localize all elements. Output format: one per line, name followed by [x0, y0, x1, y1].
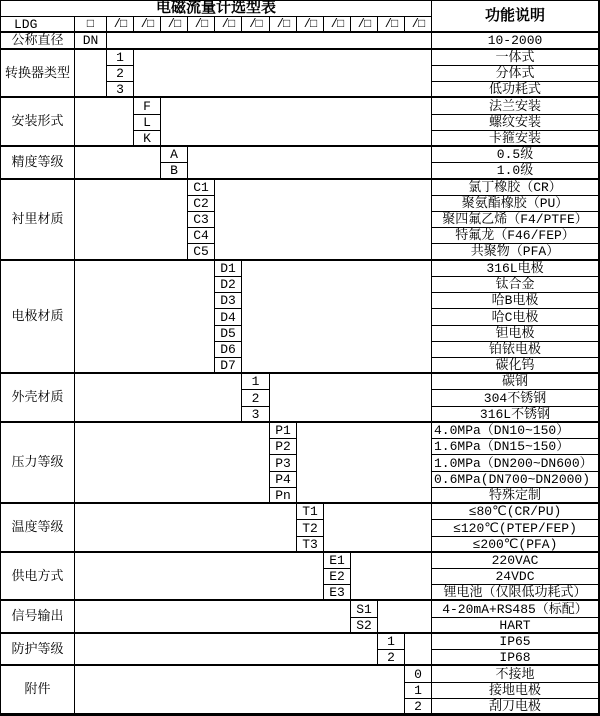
desc-cell: 氯丁橡胶（CR） — [432, 180, 599, 196]
code-cell: D7 — [215, 358, 242, 374]
empty-region-right — [134, 50, 432, 98]
section-label: 防护等级 — [1, 634, 75, 666]
code-cell: C5 — [188, 244, 215, 261]
empty-region-left — [75, 261, 215, 374]
empty-region-right — [161, 98, 432, 147]
empty-region-left — [75, 180, 188, 261]
desc-cell: 分体式 — [432, 66, 599, 82]
code-cell: D2 — [215, 277, 242, 293]
empty-region-right — [270, 374, 432, 423]
empty-region-left — [75, 634, 378, 666]
code-cell: K — [134, 131, 161, 147]
desc-cell: 不接地 — [432, 666, 599, 683]
function-column-header: 功能说明 — [432, 1, 599, 33]
code-cell: L — [134, 115, 161, 131]
desc-cell: HART — [432, 618, 599, 634]
desc-cell: 316L不锈钢 — [432, 407, 599, 423]
empty-region-left — [75, 147, 161, 180]
code-cell: 3 — [107, 82, 134, 98]
section-label: 压力等级 — [1, 423, 75, 504]
desc-cell: 聚氨酯橡胶（PU） — [432, 196, 599, 212]
code-cell: D4 — [215, 309, 242, 326]
model-slot-box: /□ — [188, 17, 215, 33]
desc-cell: 碳化钨 — [432, 358, 599, 374]
desc-cell: IP65 — [432, 634, 599, 650]
section-label: 精度等级 — [1, 147, 75, 180]
model-slot-box: /□ — [242, 17, 270, 33]
code-cell: T2 — [297, 520, 324, 537]
desc-cell: 4.0MPa（DN10~150） — [432, 423, 599, 439]
desc-cell: 220VAC — [432, 553, 599, 569]
empty-region-right — [215, 180, 432, 261]
desc-cell: IP68 — [432, 650, 599, 666]
model-slot-box: /□ — [351, 17, 378, 33]
empty-region-left — [75, 601, 351, 634]
model-prefix: LDG — [1, 17, 75, 33]
section-label: 电极材质 — [1, 261, 75, 374]
empty-region-right — [242, 261, 432, 374]
table-title: 电磁流量计选型表 — [1, 1, 432, 17]
code-cell: P2 — [270, 439, 297, 455]
desc-cell: 特殊定制 — [432, 488, 599, 504]
model-slot-box: /□ — [378, 17, 405, 33]
desc-cell: 10-2000 — [432, 33, 599, 50]
empty-region-left — [75, 98, 134, 147]
code-cell: 3 — [242, 407, 270, 423]
model-slot-box: /□ — [270, 17, 297, 33]
desc-cell: 螺纹安装 — [432, 115, 599, 131]
code-cell: T3 — [297, 537, 324, 553]
model-code-box: □ — [75, 17, 107, 33]
code-cell: F — [134, 98, 161, 115]
empty-region-right — [107, 33, 432, 50]
code-cell: 2 — [107, 66, 134, 82]
code-cell: C1 — [188, 180, 215, 196]
model-slot-box: /□ — [324, 17, 351, 33]
empty-region-right — [297, 423, 432, 504]
code-cell: T1 — [297, 504, 324, 520]
desc-cell: 碳钢 — [432, 374, 599, 390]
code-cell: S1 — [351, 601, 378, 618]
code-cell: A — [161, 147, 188, 163]
desc-cell: 刮刀电极 — [432, 699, 599, 715]
empty-region-left — [75, 423, 270, 504]
desc-cell: 304不锈钢 — [432, 390, 599, 407]
code-cell: C2 — [188, 196, 215, 212]
code-cell: D3 — [215, 293, 242, 309]
code-cell: D1 — [215, 261, 242, 277]
code-cell: P4 — [270, 472, 297, 488]
code-cell: P3 — [270, 455, 297, 472]
code-cell: E1 — [324, 553, 351, 569]
desc-cell: 聚四氟乙烯（F4/PTFE） — [432, 212, 599, 228]
code-cell: D6 — [215, 342, 242, 358]
model-slot-box: /□ — [134, 17, 161, 33]
section-label: 信号输出 — [1, 601, 75, 634]
empty-region-right — [324, 504, 432, 553]
desc-cell: 0.6MPa(DN700~DN2000) — [432, 472, 599, 488]
model-slot-box: /□ — [107, 17, 134, 33]
desc-cell: 一体式 — [432, 50, 599, 66]
model-slot-box: /□ — [405, 17, 432, 33]
code-cell: C4 — [188, 228, 215, 244]
empty-region-left — [75, 374, 242, 423]
section-label: 安装形式 — [1, 98, 75, 147]
model-slot-box: /□ — [215, 17, 242, 33]
section-label: 温度等级 — [1, 504, 75, 553]
code-cell: 0 — [405, 666, 432, 683]
code-cell: S2 — [351, 618, 378, 634]
section-label: 供电方式 — [1, 553, 75, 601]
section-label: 转换器类型 — [1, 50, 75, 98]
code-cell: 1 — [242, 374, 270, 390]
desc-cell: 1.0级 — [432, 163, 599, 180]
code-cell: 2 — [405, 699, 432, 715]
empty-region-left — [75, 666, 405, 715]
desc-cell: 0.5级 — [432, 147, 599, 163]
desc-cell: 4-20mA+RS485（标配） — [432, 601, 599, 618]
desc-cell: 316L电极 — [432, 261, 599, 277]
desc-cell: 低功耗式 — [432, 82, 599, 98]
desc-cell: 卡箍安装 — [432, 131, 599, 147]
desc-cell: ≤80℃(CR/PU) — [432, 504, 599, 520]
code-cell: DN — [75, 33, 107, 50]
desc-cell: 钛合金 — [432, 277, 599, 293]
code-cell: 2 — [242, 390, 270, 407]
empty-region-left — [75, 504, 297, 553]
model-slot-box: /□ — [161, 17, 188, 33]
desc-cell: 24VDC — [432, 569, 599, 585]
desc-cell: 共聚物（PFA） — [432, 244, 599, 261]
code-cell: 1 — [405, 683, 432, 699]
empty-region-right — [378, 601, 432, 634]
code-cell: D5 — [215, 326, 242, 342]
section-label: 公称直径 — [1, 33, 75, 50]
empty-region-left — [75, 553, 324, 601]
desc-cell: 哈C电极 — [432, 309, 599, 326]
desc-cell: 钽电极 — [432, 326, 599, 342]
desc-cell: 铂铱电极 — [432, 342, 599, 358]
empty-region-right — [351, 553, 432, 601]
desc-cell: 锂电池（仅限低功耗式） — [432, 585, 599, 601]
desc-cell: 哈B电极 — [432, 293, 599, 309]
desc-cell: 接地电极 — [432, 683, 599, 699]
section-label: 附件 — [1, 666, 75, 715]
code-cell: 1 — [107, 50, 134, 66]
code-cell: E2 — [324, 569, 351, 585]
code-cell: P1 — [270, 423, 297, 439]
code-cell: 2 — [378, 650, 405, 666]
empty-region-left — [75, 50, 107, 98]
code-cell: Pn — [270, 488, 297, 504]
section-label: 衬里材质 — [1, 180, 75, 261]
code-cell: C3 — [188, 212, 215, 228]
empty-region-right — [188, 147, 432, 180]
desc-cell: 1.6MPa（DN15~150） — [432, 439, 599, 455]
code-cell: E3 — [324, 585, 351, 601]
desc-cell: 1.0MPa（DN200~DN600） — [432, 455, 599, 472]
model-slot-box: /□ — [297, 17, 324, 33]
desc-cell: ≤120℃(PTEP/FEP) — [432, 520, 599, 537]
desc-cell: 特氟龙（F46/FEP） — [432, 228, 599, 244]
empty-region-right — [405, 634, 432, 666]
section-label: 外壳材质 — [1, 374, 75, 423]
code-cell: B — [161, 163, 188, 180]
code-cell: 1 — [378, 634, 405, 650]
desc-cell: 法兰安装 — [432, 98, 599, 115]
desc-cell: ≤200℃(PFA) — [432, 537, 599, 553]
